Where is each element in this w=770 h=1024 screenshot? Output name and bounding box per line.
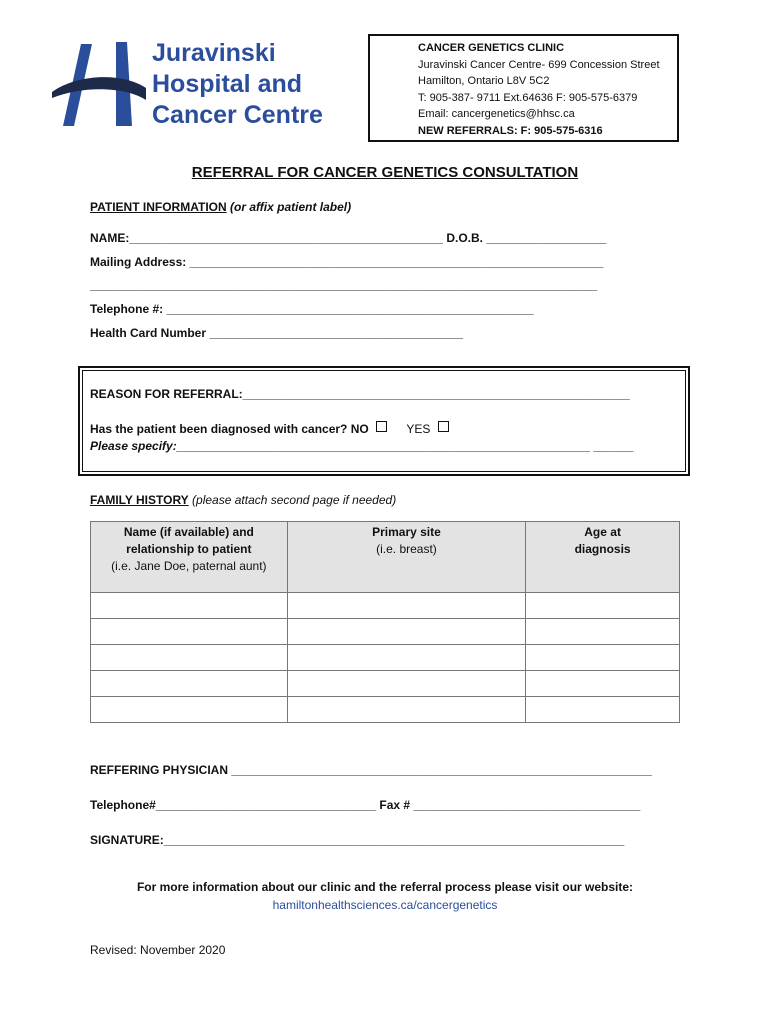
yes-label: YES: [406, 422, 431, 436]
table-cell[interactable]: [91, 593, 288, 619]
patient-name-field[interactable]: NAME:_______________________________________________ D.O.B. __________________: [90, 231, 607, 245]
col-name-relationship-header: [91, 522, 288, 593]
table-cell[interactable]: [91, 619, 288, 645]
clinic-address-1: Juravinski Cancer Centre- 699 Concession Street: [418, 58, 660, 71]
table-row: [91, 671, 680, 697]
patient-info-label: PATIENT INFORMATION: [90, 200, 227, 214]
diagnosed-question: [90, 421, 449, 436]
please-specify-field[interactable]: Please specify:______________________________________________________________ ______: [90, 439, 634, 453]
table-row: [91, 593, 680, 619]
table-row: [91, 619, 680, 645]
logo-line-1: Juravinski: [152, 39, 276, 67]
table-cell[interactable]: [91, 671, 288, 697]
no-checkbox[interactable]: [376, 421, 387, 432]
clinic-info-box: [368, 34, 679, 142]
table-cell[interactable]: [91, 697, 288, 723]
table-cell[interactable]: [526, 697, 680, 723]
mailing-address-field[interactable]: Mailing Address: ______________________________________________________________: [90, 255, 604, 269]
clinic-address-2: Hamilton, Ontario L8V 5C2: [418, 75, 550, 87]
family-history-table: [90, 521, 680, 723]
table-cell[interactable]: [526, 619, 680, 645]
patient-info-note: (or affix patient label): [230, 200, 352, 214]
referring-physician-field[interactable]: REFFERING PHYSICIAN _______________________________________________________________: [90, 763, 652, 777]
family-history-heading: [90, 493, 396, 507]
mailing-address-field-2[interactable]: ____________________________________________________________________________: [90, 278, 598, 292]
table-cell[interactable]: [287, 593, 526, 619]
footer-info: For more information about our clinic and the referral process please visit our website:: [136, 880, 634, 894]
patient-info-heading: [90, 200, 351, 214]
logo-line-3: Cancer Centre: [152, 101, 323, 129]
diagnosed-question-text: Has the patient been diagnosed with cancer? NO: [90, 422, 369, 436]
yes-checkbox[interactable]: [438, 421, 449, 432]
health-card-field[interactable]: Health Card Number ______________________________________: [90, 326, 463, 340]
physician-telephone-fax-field[interactable]: Telephone#_________________________________ Fax # __________________________________: [90, 798, 641, 812]
clinic-name: CANCER GENETICS CLINIC: [418, 42, 565, 54]
signature-field[interactable]: SIGNATURE:_____________________________________________________________________: [90, 833, 625, 847]
clinic-phone: T: 905-387- 9711 Ext.64636 F: 905-575-6379: [418, 91, 638, 104]
table-row: [91, 645, 680, 671]
form-title: [0, 164, 770, 181]
hospital-logo-icon: [52, 40, 147, 126]
col1-line1: Name (if available) and: [123, 525, 254, 539]
revised-date: Revised: November 2020: [90, 943, 226, 957]
col3-line1: Age at: [584, 525, 621, 539]
table-header-row: [91, 522, 680, 593]
table-cell[interactable]: [287, 645, 526, 671]
table-cell[interactable]: [526, 671, 680, 697]
col1-line3: (i.e. Jane Doe, paternal aunt): [111, 559, 267, 573]
table-cell[interactable]: [287, 671, 526, 697]
family-history-label: FAMILY HISTORY: [90, 493, 189, 507]
col1-line2: relationship to patient: [126, 542, 252, 556]
website-link[interactable]: hamiltonhealthsciences.ca/cancergenetics: [272, 898, 498, 912]
col3-line2: diagnosis: [574, 542, 631, 556]
col2-line2: (i.e. breast): [376, 542, 437, 556]
clinic-referrals-fax: NEW REFERRALS: F: 905-575-6316: [418, 124, 603, 137]
col2-line1: Primary site: [372, 525, 441, 539]
clinic-email: Email: cancergenetics@hhsc.ca: [418, 108, 575, 120]
table-cell[interactable]: [287, 619, 526, 645]
table-cell[interactable]: [526, 645, 680, 671]
patient-telephone-field[interactable]: Telephone #: _______________________________________________________: [90, 302, 534, 316]
col-age-diagnosis-header: [526, 522, 680, 593]
hospital-logo: [52, 40, 352, 130]
table-cell[interactable]: [287, 697, 526, 723]
reason-for-referral-field[interactable]: REASON FOR REFERRAL:__________________________________________________________: [90, 387, 630, 401]
table-row: [91, 697, 680, 723]
table-cell[interactable]: [526, 593, 680, 619]
table-cell[interactable]: [91, 645, 288, 671]
form-title-text: REFERRAL FOR CANCER GENETICS CONSULTATION: [191, 164, 579, 181]
family-history-note: (please attach second page if needed): [192, 493, 397, 507]
logo-line-2: Hospital and: [152, 70, 303, 98]
col-primary-site-header: [287, 522, 526, 593]
